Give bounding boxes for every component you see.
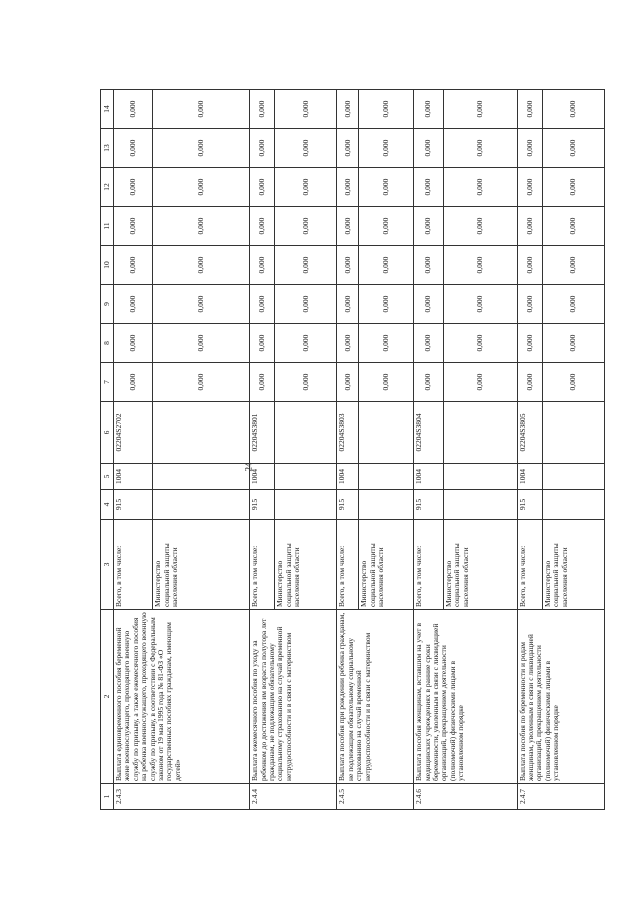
value-cell: 0,000 (250, 246, 275, 285)
value-cell: 0,000 (443, 363, 517, 402)
col6-code (153, 402, 250, 464)
value-cell: 0,000 (275, 129, 337, 168)
value-cell: 0,000 (443, 324, 517, 363)
col5-code: 1004 (250, 464, 275, 490)
column-header: 4 (101, 490, 114, 520)
row-name: Выплата единовременного пособия беременной жене военнослужащего, проходящего военную службу по призыву, а также ежемесячного пособия на ребенка военнослужащего, проходящего военную службу по призыву, в соответствии с Федеральным законом от 19 мая 1995 года № 81-ФЗ «О государственных пособиях гражданам, имеющим детей» (114, 610, 250, 784)
value-cell: 0,000 (517, 129, 542, 168)
table-row (250, 90, 275, 810)
value-cell: 0,000 (153, 90, 250, 129)
row-name: Выплата ежемесячного пособия по уходу за ребенком до достижения им возраста полутора лет гражданам, не подлежащим обязательному социальному страхованию на случай временной нетрудоспособности и в связи с материнством (250, 610, 337, 784)
value-cell: 0,000 (250, 90, 275, 129)
col5-code (153, 464, 250, 490)
row-number: 2.4.6 (414, 784, 518, 810)
value-cell: 0,000 (414, 90, 444, 129)
value-cell: 0,000 (275, 168, 337, 207)
row-sub-label: Министерство социальной защиты населения области (275, 520, 337, 610)
value-cell: 0,000 (337, 90, 359, 129)
row-total-label: Всего, в том числе: (114, 520, 153, 610)
value-cell: 0,000 (153, 129, 250, 168)
value-cell: 0,000 (250, 168, 275, 207)
value-cell: 0,000 (443, 285, 517, 324)
value-cell: 0,000 (359, 324, 414, 363)
value-cell: 0,000 (542, 246, 604, 285)
value-cell: 0,000 (359, 168, 414, 207)
row-sub-label: Министерство социальной защиты населения области (542, 520, 604, 610)
value-cell: 0,000 (250, 285, 275, 324)
col5-code (359, 464, 414, 490)
value-cell: 0,000 (414, 285, 444, 324)
col6-code: 02204S3804 (414, 402, 444, 464)
value-cell: 0,000 (275, 363, 337, 402)
value-cell: 0,000 (359, 90, 414, 129)
col4-code: 915 (250, 490, 275, 520)
row-sub-label: Министерство социальной защиты населения области (153, 520, 250, 610)
col5-code: 1004 (114, 464, 153, 490)
row-name: Выплата пособия по беременности и родам женщинам, уволенным в связи с ликвидацией организаций, прекращением деятельности (полномочий) физическими лицами в установленном порядке (517, 610, 604, 784)
col5-code (443, 464, 517, 490)
col6-code (275, 402, 337, 464)
col5-code: 1004 (337, 464, 359, 490)
column-header: 14 (101, 90, 114, 129)
col4-code: 915 (114, 490, 153, 520)
value-cell: 0,000 (414, 363, 444, 402)
value-cell: 0,000 (542, 168, 604, 207)
value-cell: 0,000 (542, 363, 604, 402)
column-header: 1 (101, 784, 114, 810)
value-cell: 0,000 (337, 324, 359, 363)
col6-code: 02204S2702 (114, 402, 153, 464)
row-total-label: Всего, в том числе: (414, 520, 444, 610)
col6-code (443, 402, 517, 464)
row-total-label: Всего, в том числе: (517, 520, 542, 610)
column-header: 10 (101, 246, 114, 285)
value-cell: 0,000 (414, 168, 444, 207)
value-cell: 0,000 (114, 285, 153, 324)
value-cell: 0,000 (337, 246, 359, 285)
value-cell: 0,000 (542, 90, 604, 129)
value-cell: 0,000 (542, 207, 604, 246)
column-header: 2 (101, 610, 114, 784)
col5-code (275, 464, 337, 490)
table-body (114, 90, 605, 810)
value-cell: 0,000 (153, 246, 250, 285)
value-cell: 0,000 (250, 324, 275, 363)
value-cell: 0,000 (337, 285, 359, 324)
value-cell: 0,000 (153, 207, 250, 246)
value-cell: 0,000 (517, 363, 542, 402)
column-header: 12 (101, 168, 114, 207)
value-cell: 0,000 (542, 285, 604, 324)
col4-code: 915 (414, 490, 444, 520)
value-cell: 0,000 (337, 129, 359, 168)
value-cell: 0,000 (250, 363, 275, 402)
col5-code (542, 464, 604, 490)
value-cell: 0,000 (114, 129, 153, 168)
value-cell: 0,000 (153, 168, 250, 207)
value-cell: 0,000 (153, 324, 250, 363)
value-cell: 0,000 (443, 90, 517, 129)
col5-code: 1004 (414, 464, 444, 490)
row-name: Выплата пособия женщинам, вставшим на учет в медицинских учреждениях в ранние сроки беременности, уволенным в связи с ликвидацией организаций, прекращением деятельности (полномочий) физическими лицами в установленном порядке (414, 610, 518, 784)
col6-code: 02204S3801 (250, 402, 275, 464)
value-cell: 0,000 (359, 363, 414, 402)
value-cell: 0,000 (250, 129, 275, 168)
value-cell: 0,000 (114, 246, 153, 285)
row-number: 2.4.3 (114, 784, 250, 810)
value-cell: 0,000 (114, 90, 153, 129)
column-header: 11 (101, 207, 114, 246)
row-sub-label: Министерство социальной защиты населения области (443, 520, 517, 610)
rotated-table-container (100, 90, 605, 810)
col6-code (542, 402, 604, 464)
row-total-label: Всего, в том числе: (250, 520, 275, 610)
row-name: Выплата пособия при рождении ребенка гражданам, не подлежащим обязательному социальному страхованию на случай временной нетрудоспособности и в связи с материнством (337, 610, 414, 784)
row-sub-label: Министерство социальной защиты населения области (359, 520, 414, 610)
col4-code (542, 490, 604, 520)
column-number-row (101, 90, 114, 810)
col4-code (359, 490, 414, 520)
value-cell: 0,000 (153, 363, 250, 402)
value-cell: 0,000 (517, 324, 542, 363)
value-cell: 0,000 (414, 246, 444, 285)
value-cell: 0,000 (275, 246, 337, 285)
col4-code: 915 (517, 490, 542, 520)
value-cell: 0,000 (542, 129, 604, 168)
row-number: 2.4.7 (517, 784, 604, 810)
col6-code: 02204S3803 (337, 402, 359, 464)
value-cell: 0,000 (414, 129, 444, 168)
value-cell: 0,000 (275, 90, 337, 129)
value-cell: 0,000 (414, 324, 444, 363)
col4-code (153, 490, 250, 520)
value-cell: 0,000 (359, 285, 414, 324)
value-cell: 0,000 (337, 363, 359, 402)
column-header: 8 (101, 324, 114, 363)
value-cell: 0,000 (359, 246, 414, 285)
column-header: 5 (101, 464, 114, 490)
column-header: 13 (101, 129, 114, 168)
value-cell: 0,000 (114, 207, 153, 246)
value-cell: 0,000 (337, 207, 359, 246)
row-total-label: Всего, в том числе: (337, 520, 359, 610)
value-cell: 0,000 (275, 324, 337, 363)
value-cell: 0,000 (275, 285, 337, 324)
value-cell: 0,000 (114, 168, 153, 207)
value-cell: 0,000 (153, 285, 250, 324)
row-number: 2.4.4 (250, 784, 337, 810)
value-cell: 0,000 (517, 168, 542, 207)
column-header: 9 (101, 285, 114, 324)
col4-code (443, 490, 517, 520)
col4-code: 915 (337, 490, 359, 520)
value-cell: 0,000 (517, 285, 542, 324)
col6-code (359, 402, 414, 464)
page-number: 24 (243, 462, 254, 472)
table-row (517, 90, 542, 810)
value-cell: 0,000 (517, 246, 542, 285)
column-header: 6 (101, 402, 114, 464)
value-cell: 0,000 (359, 129, 414, 168)
col5-code: 1004 (517, 464, 542, 490)
value-cell: 0,000 (443, 168, 517, 207)
value-cell: 0,000 (517, 90, 542, 129)
value-cell: 0,000 (414, 207, 444, 246)
budget-table (100, 89, 605, 810)
table-row (114, 90, 153, 810)
col4-code (275, 490, 337, 520)
column-header: 7 (101, 363, 114, 402)
column-header: 3 (101, 520, 114, 610)
table-row (414, 90, 444, 810)
value-cell: 0,000 (250, 207, 275, 246)
row-number: 2.4.5 (337, 784, 414, 810)
value-cell: 0,000 (275, 207, 337, 246)
value-cell: 0,000 (114, 363, 153, 402)
value-cell: 0,000 (114, 324, 153, 363)
value-cell: 0,000 (443, 246, 517, 285)
value-cell: 0,000 (517, 207, 542, 246)
value-cell: 0,000 (443, 129, 517, 168)
value-cell: 0,000 (359, 207, 414, 246)
value-cell: 0,000 (443, 207, 517, 246)
value-cell: 0,000 (542, 324, 604, 363)
table-row (337, 90, 359, 810)
value-cell: 0,000 (337, 168, 359, 207)
col6-code: 02204S3805 (517, 402, 542, 464)
